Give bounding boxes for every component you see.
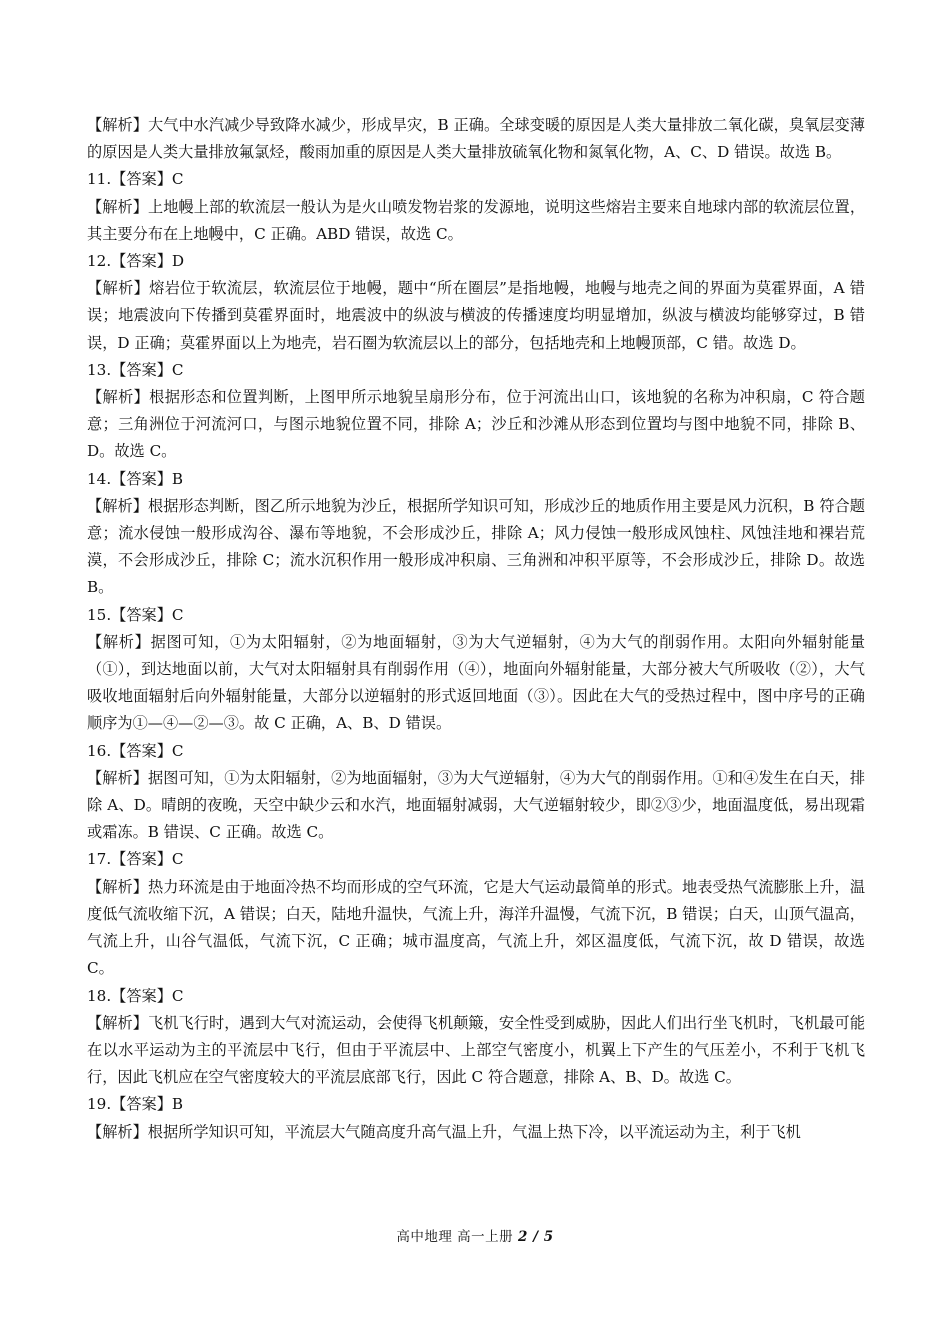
answer-label: 17.【答案】C xyxy=(87,850,184,869)
answer-label: 14.【答案】B xyxy=(87,469,184,488)
analysis-text: 【解析】上地幔上部的软流层一般认为是火山喷发物岩浆的发源地，说明这些熔岩主要来自地球内部的软流层位置，其主要分布在上地幔中，C 正确。ABD 错误，故选 C。 xyxy=(87,197,865,243)
answer-label: 15.【答案】C xyxy=(87,605,184,624)
answer-entry-12 xyxy=(87,248,865,357)
answer-entry-15 xyxy=(87,602,865,738)
footer-label: 高中地理 高一上册 xyxy=(396,1229,518,1245)
answer-label: 11.【答案】C xyxy=(87,170,184,189)
analysis-text: 【解析】据图可知，①为太阳辐射，②为地面辐射，③为大气逆辐射，④为大气的削弱作用。①和④发生在白天，排除 A、D。晴朗的夜晚，天空中缺少云和水汽，地面辐射减弱，大气逆辐射较少，即②③少，地面温度低，易出现霜或霜冻。B 错误、C 正确。故选 C。 xyxy=(87,768,865,842)
answer-label: 18.【答案】C xyxy=(87,986,184,1005)
answer-entry-11 xyxy=(87,166,865,248)
answer-entry-10 xyxy=(87,112,865,166)
analysis-text: 【解析】根据形态判断，图乙所示地貌为沙丘，根据所学知识可知，形成沙丘的地质作用主要是风力沉积，B 符合题意；流水侵蚀一般形成沟谷、瀑布等地貌，不会形成沙丘，排除 A；风力侵蚀一般形成风蚀柱、风蚀洼地和裸岩荒漠，不会形成沙丘，排除 C；流水沉积作用一般形成冲积扇、三角洲和冲积平原等，不会形成沙丘，排除 D。故选 B。 xyxy=(87,496,865,597)
page-footer xyxy=(0,1225,950,1245)
analysis-text: 【解析】熔岩位于软流层，软流层位于地幔，题中“所在圈层”是指地幔，地幔与地壳之间的界面为莫霍界面，A 错误；地震波向下传播到莫霍界面时，地震波中的纵波与横波的传播速度均明显增加，纵波与横波均能够穿过，B 错误，D 正确；莫霍界面以上为地壳，岩石圈为软流层以上的部分，包括地壳和上地幔顶部，C 错。故选 D。 xyxy=(87,279,865,352)
answer-entry-16 xyxy=(87,738,865,847)
answer-label: 12.【答案】D xyxy=(87,252,185,271)
answer-entry-18 xyxy=(87,983,865,1092)
answer-label: 19.【答案】B xyxy=(87,1095,184,1114)
answer-label: 13.【答案】C xyxy=(87,360,184,379)
answer-entry-13 xyxy=(87,357,865,466)
analysis-text: 【解析】据图可知，①为太阳辐射，②为地面辐射，③为大气逆辐射，④为大气的削弱作用。太阳向外辐射能量（①），到达地面以前，大气对太阳辐射具有削弱作用（④），地面向外辐射能量，大部分被大气所吸收（②），大气吸收地面辐射后向外辐射能量，大部分以逆辐射的形式返回地面（③）。因此在大气的受热过程中，图中序号的正确顺序为①—④—②—③。故 C 正确，A、B、D 错误。 xyxy=(87,632,865,733)
answer-entry-17 xyxy=(87,846,865,982)
answer-entry-14 xyxy=(87,466,865,602)
analysis-text: 【解析】大气中水汽减少导致降水减少，形成旱灾，B 正确。全球变暖的原因是人类大量排放二氧化碳，臭氧层变薄的原因是人类大量排放氟氯烃，酸雨加重的原因是人类大量排放硫氧化物和氮氧化物，A、C、D 错误。故选 B。 xyxy=(87,116,865,162)
analysis-text: 【解析】根据形态和位置判断，上图甲所示地貌呈扇形分布，位于河流出山口，该地貌的名称为冲积扇，C 符合题意；三角洲位于河流河口，与图示地貌位置不同，排除 A；沙丘和沙滩从形态到位置均与图中地貌不同，排除 B、D。故选 C。 xyxy=(87,388,865,461)
analysis-text: 【解析】根据所学知识可知，平流层大气随高度升高气温上升，气温上热下冷，以平流运动为主，利于飞机 xyxy=(87,1122,801,1141)
answer-entry-19 xyxy=(87,1091,865,1145)
analysis-text: 【解析】飞机飞行时，遇到大气对流运动，会使得飞机颠簸，安全性受到威胁，因此人们出行坐飞机时，飞机最可能在以水平运动为主的平流层中飞行，但由于平流层中、上部空气密度小，机翼上下产生的气压差小，不利于飞机飞行，因此飞机应在空气密度较大的平流层底部飞行，因此 C 符合题意，排除 A、B、D。故选 C。 xyxy=(87,1013,865,1087)
answer-sheet xyxy=(87,112,865,1146)
page-number: 2 / 5 xyxy=(517,1229,554,1245)
answer-label: 16.【答案】C xyxy=(87,741,184,760)
analysis-text: 【解析】热力环流是由于地面冷热不均而形成的空气环流，它是大气运动最简单的形式。地表受热气流膨胀上升，温度低气流收缩下沉，A 错误；白天，陆地升温快，气流上升，海洋升温慢，气流下沉，B 错误；白天，山顶气温高，气流上升，山谷气温低，气流下沉，C 正确；城市温度高，气流上升，郊区温度低，气流下沉，故 D 错误，故选 C。 xyxy=(87,877,865,978)
